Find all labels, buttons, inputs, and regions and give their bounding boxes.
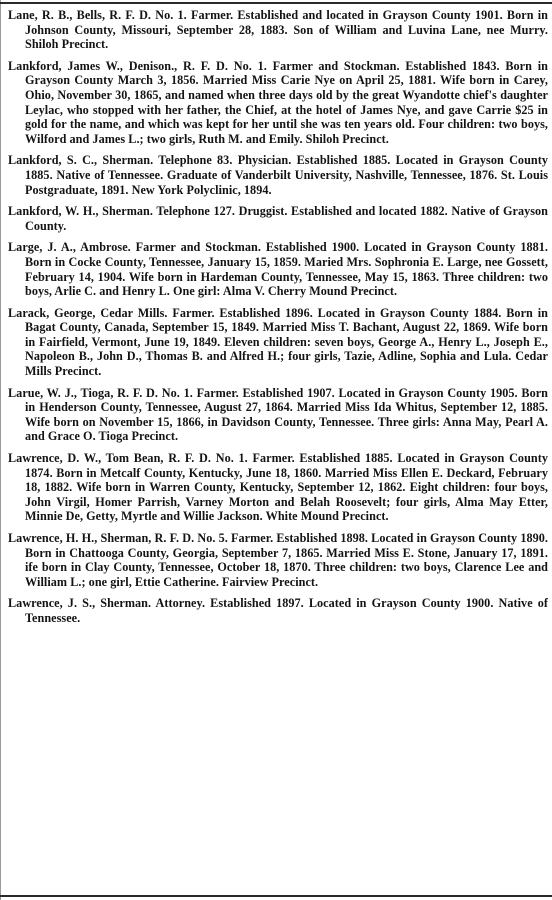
entry-lawrence-hh: Lawrence, H. H., Sherman, R. F. D. No. 5. Farmer. Established 1898. Located in Grayson County 1890. Born in Chattooga County, Georgia, September 7, 1865. Married Miss E. Stone, January 17, 1891. ife born in Clay County, Tennessee, October 18, 1870. Three children: two boys, Clarence Lee and William L.; one girl, Ettie Catherine. Fairview Precinct. xyxy=(8,531,548,589)
entry-list xyxy=(8,8,548,633)
entry-lankford-wh: Lankford, W. H., Sherman. Telephone 127. Druggist. Established and located 1882. Native of Grayson County. xyxy=(8,204,548,233)
entry-lankford-sc: Lankford, S. C., Sherman. Telephone 83. Physician. Established 1885. Located in Grayson County 1885. Native of Tennessee. Graduate of Vanderbilt University, Nashville, Tennessee, 1876. St. Louis Postgraduate, 1891. New York Polyclinic, 1894. xyxy=(8,153,548,197)
entry-lawrence-dw: Lawrence, D. W., Tom Bean, R. F. D. No. 1. Farmer. Established 1885. Located in Grayson County 1874. Born in Metcalf County, Kentucky, June 18, 1860. Married Miss Ellen E. Deckard, February 18, 1882. Wife born in Warren County, Kentucky, September 12, 1862. Eight children: four boys, John Virgil, Homer Parrish, Varney Morton and Belah Roosevelt; four girls, Alma May Etter, Minnie De, Getty, Myrtle and Willie Jackson. White Mound Precinct. xyxy=(8,451,548,524)
entry-lane-rb: Lane, R. B., Bells, R. F. D. No. 1. Farmer. Established and located in Grayson County 1901. Born in Johnson County, Missouri, September 28, 1883. Son of William and Luvina Lane, nee Murry. Shiloh Precinct. xyxy=(8,8,548,52)
entry-lankford-james-w: Lankford, James W., Denison., R. F. D. No. 1. Farmer and Stockman. Established 1843. Born in Grayson County March 3, 1856. Married Miss Carie Nye on April 25, 1881. Wife born in Carey, Ohio, November 30, 1865, and named when three days old by the great Wyandotte chief's daughter Leylac, who stopped with her father, the Chief, at the hotel of James Nye, and gave Carrie $25 in gold for the name, and which was kept for her until she was ten years old. Four children: two boys, Wilford and James L.; two girls, Ruth M. and Emily. Shiloh Precinct. xyxy=(8,58,548,146)
entry-lawrence-js: Lawrence, J. S., Sherman. Attorney. Established 1897. Located in Grayson County 1900. Native of Tennessee. xyxy=(8,596,548,625)
top-rule xyxy=(0,2,552,4)
entry-larack-george: Larack, George, Cedar Mills. Farmer. Established 1896. Located in Grayson County 1884. Born in Bagat County, Canada, September 15, 1849. Married Miss T. Bachant, August 22, 1869. Wife born in Fairfield, Vermont, June 19, 1849. Eleven children: seven boys, George A., Henry L., Joseph E., Napoleon B., John D., Thomas B. and Alfred H.; four girls, Tazie, Adline, Sophia and Lula. Cedar Mills Precinct. xyxy=(8,305,548,379)
entry-larue-wj: Larue, W. J., Tioga, R. F. D. No. 1. Farmer. Established 1907. Located in Grayson County 1905. Born in Henderson County, Tennessee, August 27, 1864. Married Miss Ida Whitus, September 12, 1885. Wife born on November 15, 1866, in Davidson County, Tennessee. Three girls: Anna May, Pearl A. and Grace O. Tioga Precinct. xyxy=(8,385,548,444)
entry-large-ja: Large, J. A., Ambrose. Farmer and Stockman. Established 1900. Located in Grayson County 1881. Born in Cocke County, Tennessee, January 15, 1859. Maried Mrs. Sophronia E. Large, nee Gossett, February 14, 1904. Wife born in Hardeman County, Tennessee, May 15, 1863. Three children: two boys, Arlie C. and Henry L. One girl: Alma V. Cherry Mound Precinct. xyxy=(8,240,548,299)
bottom-rule xyxy=(0,895,552,897)
page-edge xyxy=(0,0,1,900)
